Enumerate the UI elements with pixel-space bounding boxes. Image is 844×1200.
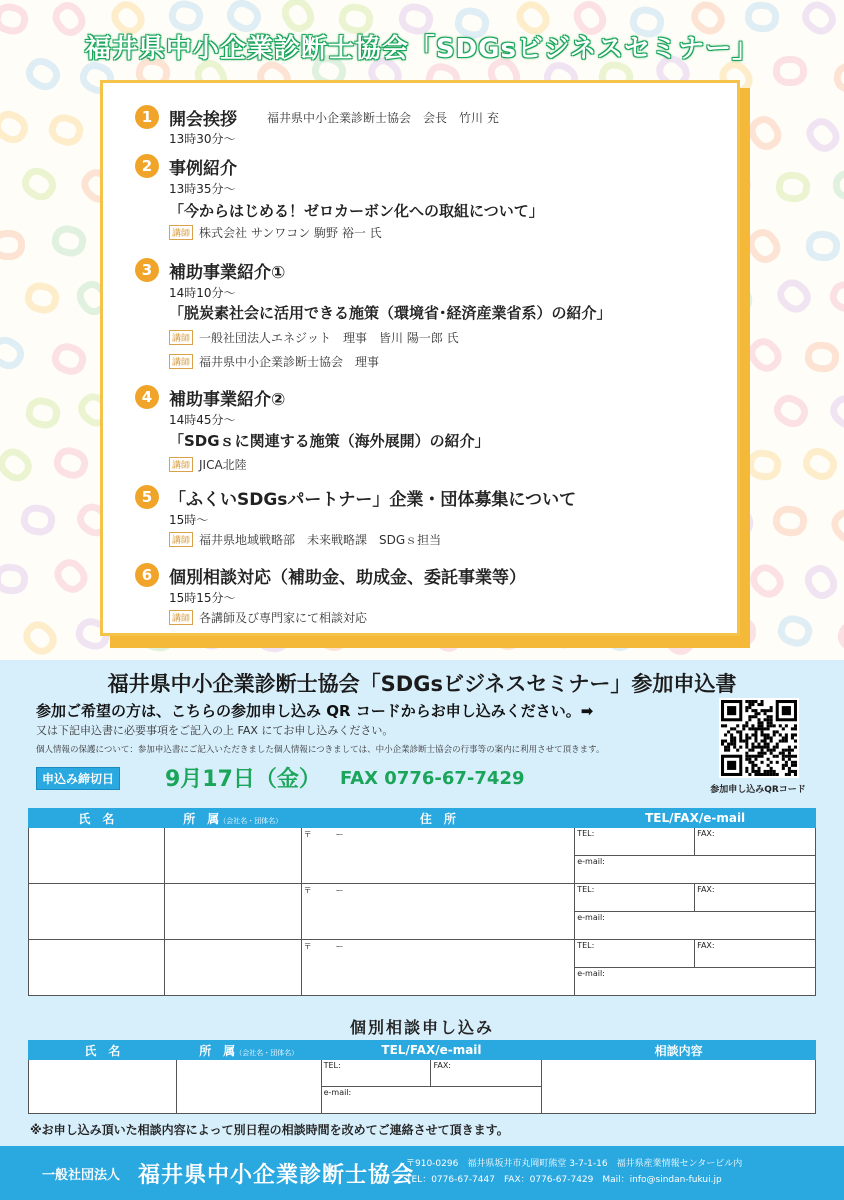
fax-number: FAX 0776-67-7429	[340, 768, 525, 789]
decorative-dot	[832, 60, 844, 94]
lecturer-tag: 講師	[169, 610, 193, 625]
privacy-notice: 個人情報の保護について：参加申込書にご記入いただきました個人情報につきましては、中小企業診断士協会の行事等の案内に利用させて頂きます。	[36, 745, 605, 755]
fax-field[interactable]: FAX:	[695, 828, 816, 856]
page-title: 福井県中小企業診断士協会「SDGsビジネスセミナー」	[84, 34, 760, 64]
decorative-dot	[49, 223, 89, 260]
address-field[interactable]: 〒 ー	[301, 828, 575, 884]
decorative-dot	[0, 106, 33, 149]
col-affiliation: 所 属（会社名・団体名）	[176, 1041, 321, 1060]
consultation-title: 個別相談申し込み	[349, 1018, 494, 1037]
item-number: 4	[135, 385, 159, 409]
col-content: 相談内容	[542, 1041, 816, 1060]
item-time: 13時35分～	[169, 182, 236, 196]
decorative-dot	[771, 274, 816, 319]
affiliation-field[interactable]	[164, 828, 301, 884]
consultation-note: ※お申し込み頂いた相談内容によって別日程の相談時間を改めてご連絡させて頂きます。	[30, 1123, 509, 1137]
col-contact: TEL/FAX/e-mail	[321, 1041, 542, 1060]
item-number: 3	[135, 258, 159, 282]
consultation-content-field[interactable]	[542, 1060, 816, 1114]
item-heading: 補助事業紹介①	[169, 263, 286, 283]
decorative-dot	[804, 340, 840, 373]
speaker-line: 講師 福井県中小企業診断士協会 理事	[169, 353, 379, 370]
col-name: 氏 名	[29, 809, 165, 828]
fax-field[interactable]: FAX:	[431, 1060, 542, 1087]
lecturer-tag: 講師	[169, 457, 193, 472]
item-topic: 「SDGｓに関連する施策（海外展開）の紹介」	[169, 432, 490, 450]
decorative-dot	[825, 389, 844, 434]
lecturer-tag: 講師	[169, 225, 193, 240]
email-field[interactable]: e-mail:	[575, 856, 816, 884]
speaker-line: 講師 JICA北陸	[169, 456, 247, 473]
program-box	[100, 80, 740, 636]
decorative-dot	[774, 171, 811, 204]
qr-instruction: 参加ご希望の方は、こちらの参加申し込み QR コードからお申し込みください。➡	[36, 702, 594, 720]
name-field[interactable]	[29, 940, 165, 996]
item-time: 15時～	[169, 513, 209, 527]
speaker-line: 講師 福井県地域戦略部 未来戦略課 SDGｓ担当	[169, 531, 441, 548]
footer	[0, 1146, 844, 1200]
decorative-dot	[50, 443, 92, 482]
decorative-dot	[16, 162, 61, 206]
col-address: 住 所	[301, 809, 575, 828]
decorative-dot	[0, 443, 37, 488]
col-contact: TEL/FAX/e-mail	[575, 809, 816, 828]
decorative-dot	[23, 395, 63, 432]
table-row	[29, 828, 816, 856]
lecturer-tag: 講師	[169, 330, 193, 345]
item-time: 14時10分～	[169, 286, 236, 300]
tel-field[interactable]: TEL:	[575, 828, 695, 856]
item-number: 5	[135, 485, 159, 509]
table-row	[29, 884, 816, 912]
address-field[interactable]: 〒 ー	[301, 884, 575, 940]
lecturer-tag: 講師	[169, 532, 193, 547]
item-heading: 個別相談対応（補助金、助成金、委託事業等）	[169, 568, 526, 588]
decorative-dot	[804, 229, 840, 262]
email-field[interactable]: e-mail:	[575, 912, 816, 940]
table-row	[29, 1060, 816, 1087]
name-field[interactable]	[29, 1060, 177, 1114]
org-name: 福井県中小企業診断士協会	[138, 1163, 415, 1188]
item-time: 14時45分～	[169, 413, 236, 427]
name-field[interactable]	[29, 884, 165, 940]
speaker-line: 講師 株式会社 サンワコン 駒野 裕一 氏	[169, 224, 382, 241]
item-number: 6	[135, 563, 159, 587]
qr-code-graphic	[721, 700, 797, 776]
item-heading: 開会挨拶	[169, 110, 237, 130]
decorative-dot	[826, 277, 844, 316]
item-heading: 事例紹介	[169, 159, 237, 179]
decorative-dot	[833, 169, 844, 200]
fax-instruction: 又は下記申込書に必要事項をご記入の上 FAX にてお申し込みください。	[36, 724, 394, 737]
org-contact: TEL：0776-67-7447 FAX：0776-67-7429 Mail：info@sindan-fukui.jp	[406, 1175, 722, 1185]
decorative-dot	[48, 554, 93, 599]
opening-speaker: 福井県中小企業診断士協会 会長 竹川 充	[267, 111, 499, 125]
item-time: 15時15分～	[169, 591, 236, 605]
item-topic: 「脱炭素社会に活用できる施策（環境省･経済産業省系）の紹介」	[169, 304, 612, 322]
decorative-dot	[771, 503, 809, 537]
decorative-dot	[18, 616, 63, 660]
tel-field[interactable]: TEL:	[575, 884, 695, 912]
form-title: 福井県中小企業診断士協会「SDGsビジネスセミナー」参加申込書	[107, 672, 737, 696]
item-topic: 「今からはじめる！ゼロカーボン化への取組について」	[169, 202, 544, 220]
deadline-date: 9月17日（金）	[165, 767, 321, 792]
decorative-dot	[834, 617, 844, 656]
fax-field[interactable]: FAX:	[695, 884, 816, 912]
qr-code[interactable]	[719, 698, 799, 778]
decorative-dot	[18, 502, 57, 537]
decorative-dot	[745, 558, 790, 603]
email-field[interactable]: e-mail:	[321, 1087, 542, 1114]
item-heading: 補助事業紹介②	[169, 390, 286, 410]
lecturer-tag: 講師	[169, 354, 193, 369]
speaker-line: 講師 各講師及び専門家にて相談対応	[169, 609, 367, 626]
tel-field[interactable]: TEL:	[321, 1060, 431, 1087]
deadline-label: 申込み締切日	[36, 767, 120, 790]
consultation-table	[28, 1040, 816, 1114]
decorative-dot	[825, 503, 844, 548]
item-time: 13時30分～	[169, 132, 236, 146]
decorative-dot	[798, 443, 842, 486]
address-field[interactable]: 〒 ー	[301, 940, 575, 996]
affiliation-field[interactable]	[176, 1060, 321, 1114]
decorative-dot	[0, 563, 29, 596]
col-name: 氏 名	[29, 1041, 177, 1060]
decorative-dot	[801, 112, 844, 157]
decorative-dot	[48, 338, 90, 378]
table-row	[29, 940, 816, 968]
col-affiliation: 所 属（会社名・団体名）	[164, 809, 301, 828]
decorative-dot	[775, 612, 816, 651]
org-prefix: 一般社団法人	[42, 1168, 121, 1183]
table-header-row	[29, 809, 816, 828]
item-number: 1	[135, 105, 159, 129]
fax-field[interactable]: FAX:	[695, 940, 816, 968]
affiliation-field[interactable]	[164, 884, 301, 940]
decorative-dot	[45, 111, 86, 150]
tel-field[interactable]: TEL:	[575, 940, 695, 968]
org-address: 〒910-0296 福井県坂井市丸岡町熊堂 3-7-1-16 福井県産業情報センタービル内	[406, 1159, 743, 1169]
registration-table	[28, 808, 816, 996]
email-field[interactable]: e-mail:	[575, 968, 816, 996]
decorative-dot	[799, 560, 842, 605]
affiliation-field[interactable]	[164, 940, 301, 996]
item-number: 2	[135, 154, 159, 178]
qr-code-label: 参加申し込みQRコード	[710, 785, 806, 795]
table-header-row	[29, 1041, 816, 1060]
decorative-dot	[0, 331, 30, 374]
name-field[interactable]	[29, 828, 165, 884]
decorative-dot	[745, 448, 783, 483]
item-heading: 「ふくいSDGsパートナー」企業・団体募集について	[169, 490, 577, 510]
decorative-dot	[769, 389, 813, 432]
decorative-dot	[0, 230, 25, 261]
speaker-line: 講師 一般社団法人エネジット 理事 皆川 陽一郎 氏	[169, 329, 459, 346]
decorative-dot	[22, 279, 62, 316]
